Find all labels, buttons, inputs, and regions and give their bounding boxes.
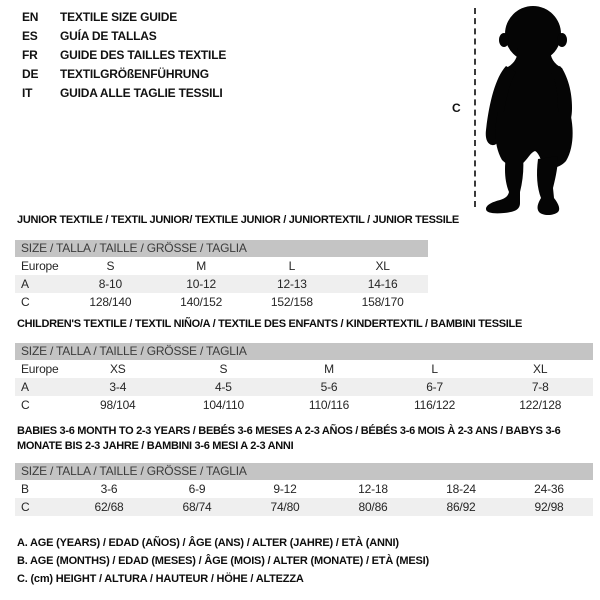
size-cell: 104/110: [202, 398, 244, 412]
size-cell: 12-13: [247, 275, 338, 293]
language-title: TEXTILGRÖßENFÜHRUNG: [60, 67, 209, 81]
size-cell: 5-6: [276, 378, 382, 396]
size-cell: 68/74: [153, 498, 241, 516]
language-title: TEXTILE SIZE GUIDE: [60, 10, 178, 24]
language-code: DE: [22, 67, 39, 81]
language-code: EN: [22, 10, 39, 24]
size-cell: 10-12: [156, 275, 247, 293]
measure-label-c: C: [452, 101, 461, 115]
language-row: [22, 65, 226, 84]
size-table-children: [15, 343, 593, 414]
language-code: FR: [22, 48, 38, 62]
footnote-age-months: B. AGE (MONTHS) / EDAD (MESES) / ÂGE (MOIS) / ALTER (MONATE) / ETÀ (MESI): [17, 555, 429, 567]
size-cell: 128/140: [89, 295, 132, 309]
table-row: [15, 396, 593, 414]
size-cell: 24-36: [534, 482, 564, 496]
language-row: [22, 46, 226, 65]
size-cell: 74/80: [241, 498, 329, 516]
height-dashed-line: [474, 8, 476, 207]
row-label-cell: C: [21, 398, 30, 412]
size-cell: 3-6: [100, 482, 118, 496]
size-cell: 152/158: [270, 295, 313, 309]
size-cell: M: [196, 259, 207, 273]
row-label-cell: A: [15, 378, 65, 396]
section-title-junior: JUNIOR TEXTILE / TEXTIL JUNIOR/ TEXTILE JUNIOR / JUNIORTEXTIL / JUNIOR TESSILE: [17, 214, 459, 226]
size-cell: 6-9: [188, 482, 206, 496]
size-cell: 110/116: [308, 398, 350, 412]
row-label-cell: Europe: [21, 362, 59, 376]
size-cell: 92/98: [505, 498, 593, 516]
size-cell: 9-12: [273, 482, 297, 496]
table-row: [15, 275, 428, 293]
size-cell: 62/68: [65, 498, 153, 516]
size-cell: 4-5: [171, 378, 277, 396]
table-row: [15, 257, 428, 275]
size-cell: 86/92: [417, 498, 505, 516]
table-row: [15, 360, 593, 378]
size-cell: 122/128: [519, 398, 562, 412]
size-cell: 158/170: [361, 295, 404, 309]
row-label-cell: A: [15, 275, 65, 293]
size-cell: S: [219, 362, 228, 376]
size-cell: 12-18: [358, 482, 388, 496]
size-cell: XS: [109, 362, 126, 376]
size-cell: 8-10: [65, 275, 156, 293]
size-cell: 7-8: [487, 378, 593, 396]
table-row: [15, 378, 593, 396]
size-table-junior: [15, 240, 428, 311]
language-row: [22, 27, 226, 46]
language-title: GUIDA ALLE TAGLIE TESSILI: [60, 86, 223, 100]
footnote-age-years: A. AGE (YEARS) / EDAD (AÑOS) / ÂGE (ANS) / ALTER (JAHRE) / ETÀ (ANNI): [17, 537, 399, 549]
size-cell: 14-16: [337, 275, 428, 293]
size-cell: 18-24: [446, 482, 476, 496]
language-title: GUÍA DE TALLAS: [60, 29, 157, 43]
size-cell: L: [431, 362, 438, 376]
table-row: [15, 498, 593, 516]
size-cell: 6-7: [382, 378, 488, 396]
section-title-babies: BABIES 3-6 MONTH TO 2-3 YEARS / BEBÉS 3-6 MESES A 2-3 AÑOS / BÉBÉS 3-6 MOIS À 2-3 ANS / BABYS 3-6 MONATE BIS 2-3 JAHRE / BAMBINI 3-6 MESI A 2-3 ANNI: [17, 425, 561, 452]
toddler-silhouette-image: [478, 4, 596, 216]
language-code: IT: [22, 86, 33, 100]
size-figure: [440, 0, 600, 222]
row-label-cell: C: [21, 295, 30, 309]
size-cell: S: [106, 259, 115, 273]
size-cell: XL: [375, 259, 390, 273]
size-cell: 3-4: [65, 378, 171, 396]
footnotes: [17, 534, 429, 588]
language-row: [22, 8, 226, 27]
table-row: [15, 480, 593, 498]
section-title-children: CHILDREN'S TEXTILE / TEXTIL NIÑO/A / TEXTILE DES ENFANTS / KINDERTEXTIL / BAMBINI TESSILE: [17, 318, 522, 330]
size-header-bar: SIZE / TALLA / TAILLE / GRÖSSE / TAGLIA: [15, 240, 428, 257]
footnote-height-cm: C. (cm) HEIGHT / ALTURA / HAUTEUR / HÖHE / ALTEZZA: [17, 573, 304, 585]
size-header-bar: SIZE / TALLA / TAILLE / GRÖSSE / TAGLIA: [15, 463, 593, 480]
size-cell: M: [324, 362, 334, 376]
size-cell: 140/152: [180, 295, 223, 309]
row-label-cell: B: [21, 482, 29, 496]
language-header: [22, 8, 226, 103]
language-row: [22, 84, 226, 103]
size-table-babies: [15, 463, 593, 516]
language-title: GUIDE DES TAILLES TEXTILE: [60, 48, 227, 62]
size-cell: L: [288, 259, 296, 273]
size-cell: XL: [533, 362, 548, 376]
size-header-bar: SIZE / TALLA / TAILLE / GRÖSSE / TAGLIA: [15, 343, 593, 360]
size-cell: 116/122: [414, 398, 456, 412]
row-label-cell: Europe: [21, 259, 59, 273]
table-row: [15, 293, 428, 311]
row-label-cell: C: [15, 498, 65, 516]
language-code: ES: [22, 29, 38, 43]
size-cell: 98/104: [100, 398, 136, 412]
size-cell: 80/86: [329, 498, 417, 516]
